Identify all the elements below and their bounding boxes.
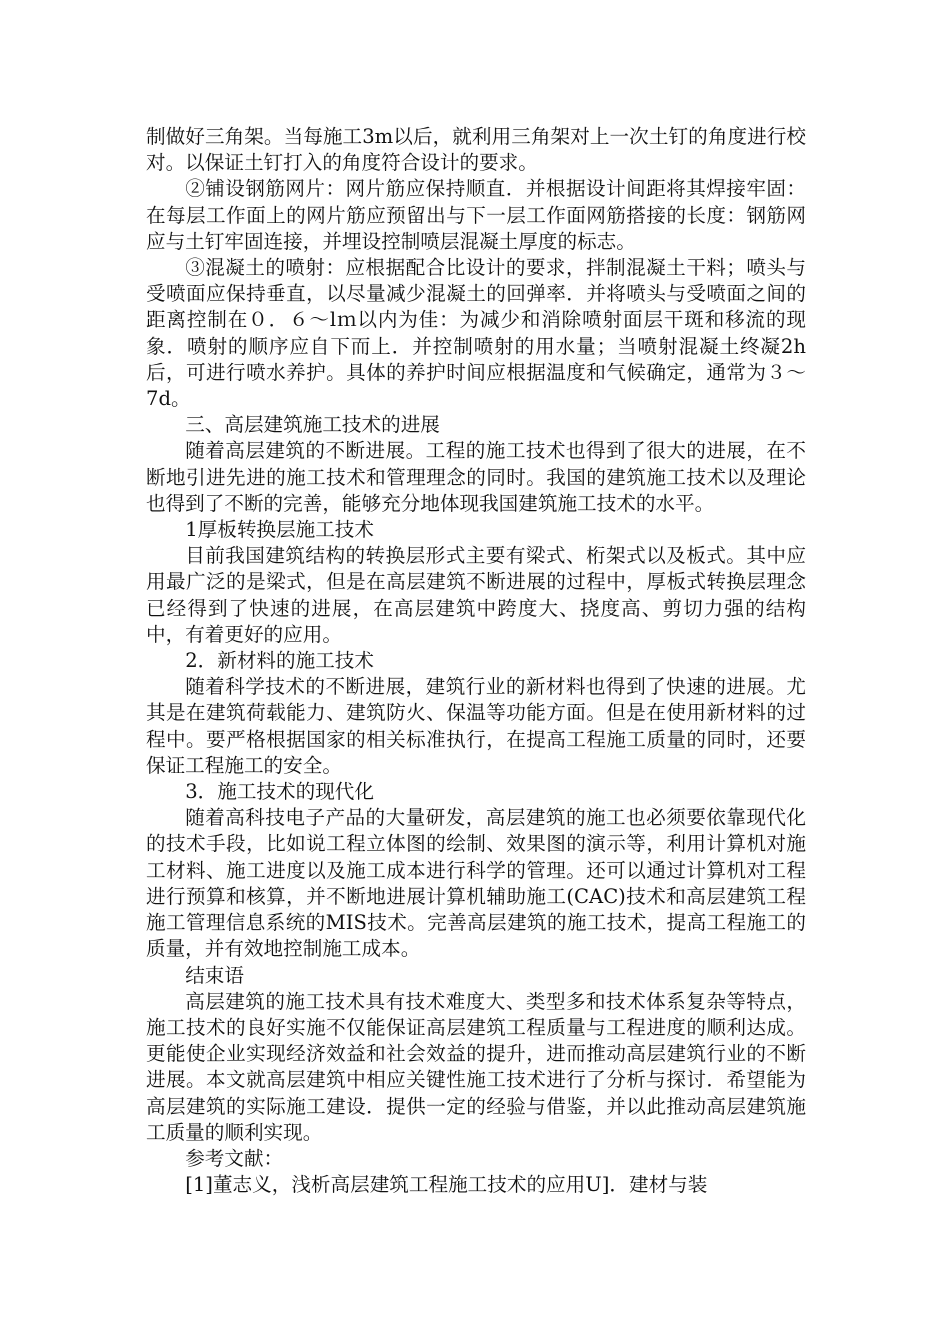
paragraph-progress-intro: 随着高层建筑的不断进展。工程的施工技术也得到了很大的进展，在不断地引进先进的施工技术和管理理念的同时。我国的建筑施工技术以及理论也得到了不断的完善，能够充分地体现我国建筑施工技术的水平。 (146, 439, 806, 515)
paragraph-new-materials: 随着科学技术的不断进展，建筑行业的新材料也得到了快速的进展。尤其是在建筑荷载能力、建筑防火、保温等功能方面。但是在使用新材料的过程中。要严格根据国家的相关标准执行，在提高工程施工质量的同时，还要保证工程施工的安全。 (146, 675, 806, 777)
subheading-modernization: 3．施工技术的现代化 (185, 780, 374, 804)
paragraph-modernization: 随着高科技电子产品的大量研发，高层建筑的施工也必须要依靠现代化的技术手段，比如说工程立体图的绘制、效果图的演示等，利用计算机对施工材料、施工进度以及施工成本进行科学的管理。还可以通过计算机对工程进行预算和核算，并不断地进展计算机辅助施工(CAC)技术和高层建筑工程施工管理信息系统的MIS技术。完善高层建筑的施工技术，提高工程施工的质量，并有效地控制施工成本。 (146, 806, 806, 961)
paragraph-concrete-spraying: ③混凝土的喷射：应根据配合比设计的要求，拌制混凝土干料；喷头与受喷面应保持垂直，以尽量减少混凝土的回弹率．并将喷头与受喷面之间的距离控制在０．６～lｍ以内为佳：为减少和消除喷射面层干斑和移流的现象．喷射的顺序应自下而上．并控制喷射的用水量；当喷射混凝土终凝2h后，可进行喷水养护。具体的养护时间应根据温度和气候确定，通常为３～7d。 (146, 256, 806, 411)
paragraph-thick-plate: 目前我国建筑结构的转换层形式主要有梁式、桁架式以及板式。其中应用最广泛的是梁式，但是在高层建筑不断进展的过程中，厚板式转换层理念已经得到了快速的进展，在高层建筑中跨度大、挠度高、剪切力强的结构中，有着更好的应用。 (146, 544, 806, 646)
paragraph-continuation: 制做好三角架。当每施工3m以后，就利用三角架对上一次土钉的角度进行校对。以保证土钉打入的角度符合设计的要求。 (146, 125, 806, 175)
document-page (146, 124, 806, 1198)
section-heading-progress: 三、高层建筑施工技术的进展 (185, 413, 440, 437)
heading-references: 参考文献： (185, 1146, 284, 1170)
paragraph-steel-mesh: ②铺设钢筋网片：网片筋应保持顺直．并根据设计间距将其焊接牢固：在每层工作面上的网片筋应预留出与下一层工作面网筋搭接的长度：钢筋网应与土钉牢固连接，并埋设控制喷层混凝土厚度的标志。 (146, 177, 806, 253)
subheading-thick-plate: 1厚板转换层施工技术 (185, 518, 374, 542)
reference-item: [1]董志义，浅析高层建筑工程施工技术的应用U]．建材与装 (185, 1173, 708, 1197)
heading-conclusion: 结束语 (185, 963, 244, 987)
paragraph-conclusion: 高层建筑的施工技术具有技术难度大、类型多和技术体系复杂等特点，施工技术的良好实施不仅能保证高层建筑工程质量与工程进度的顺利达成。更能使企业实现经济效益和社会效益的提升，进而推动高层建筑行业的不断进展。本文就高层建筑中相应关键性施工技术进行了分析与探讨．希望能为高层建筑的实际施工建设．提供一定的经验与借鉴，并以此推动高层建筑施工质量的顺利实现。 (146, 989, 806, 1144)
subheading-new-materials: 2．新材料的施工技术 (185, 649, 374, 673)
